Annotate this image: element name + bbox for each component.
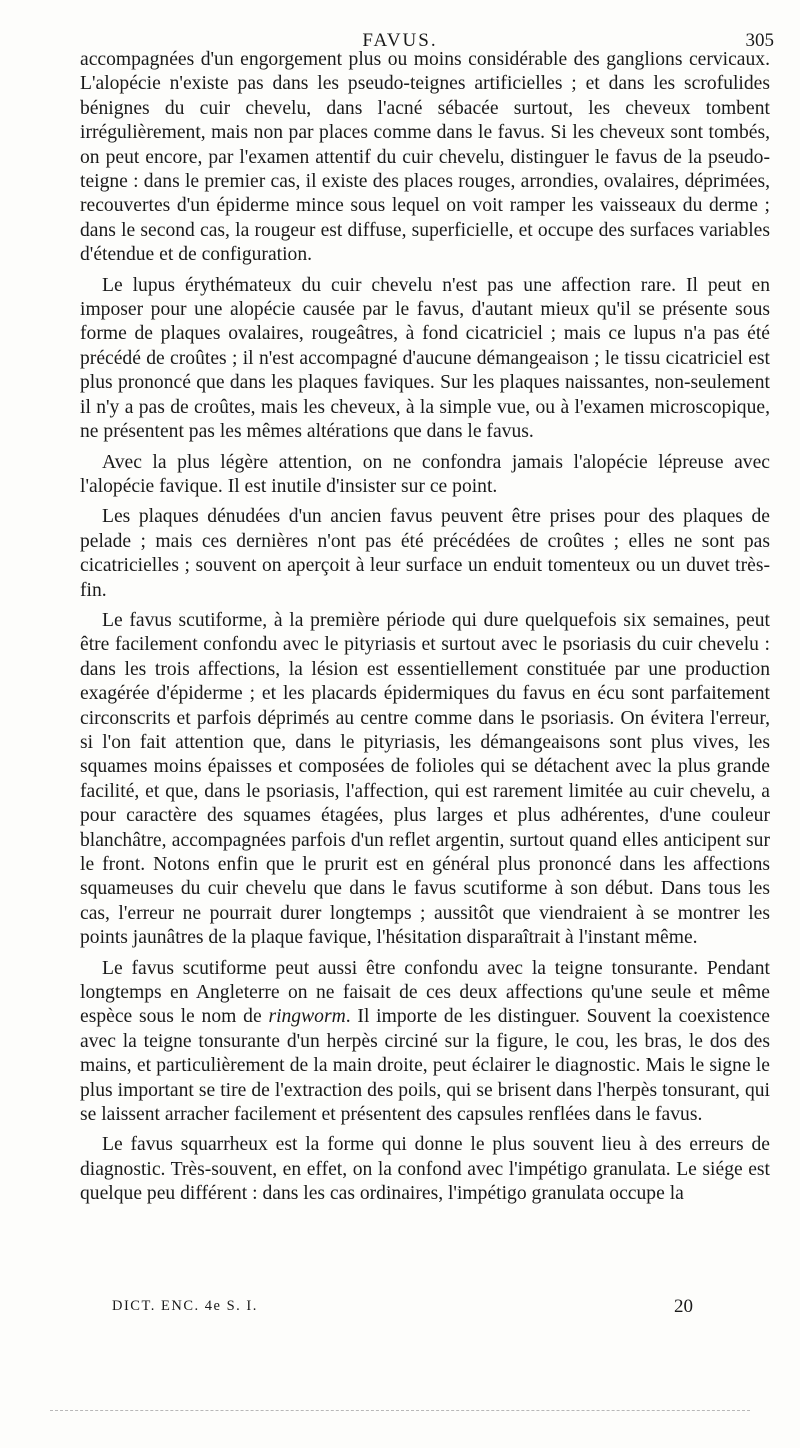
italic-term: ringworm [268, 1006, 346, 1028]
paragraph-5 [80, 609, 770, 951]
page-number: 305 [745, 30, 774, 51]
paragraph-text: Le favus squarrheux est la forme qui donne le plus souvent lieu à des erreurs de diagnostic. Très-souvent, en effet, on la confond avec l'impétigo granulata. Le siége est quelque peu différent : dans les cas ordinaires, l'impétigo granulata occupe la [80, 1134, 770, 1205]
paragraph-6 [80, 957, 770, 1128]
paragraph-text: Le lupus érythémateux du cuir chevelu n'est pas une affection rare. Il peut en imposer pour une alopécie causée par le favus, d'autant mieux qu'il se présente sous forme de plaques ovalaires, rougeâtres, à fond cicatriciel ; mais ce lupus n'a pas été précédé de croûtes ; il n'est accompagné d'aucune démangeaison ; le tissu cicatriciel est plus prononcé que dans les plaques faviques. Sur les plaques naissantes, non-seulement il n'y a pas de croûtes, mais les cheveux, à la simple vue, ou à l'examen microscopique, ne présentent pas les mêmes altérations que dans le favus. [80, 274, 770, 443]
paragraph-text: Les plaques dénudées d'un ancien favus peuvent être prises pour des plaques de pelade ; mais ces dernières n'ont pas été précédées de croûtes ; elles ne sont pas cicatricielles ; souvent on aperçoit à leur surface un enduit tomenteux ou un duvet très-fin. [80, 506, 770, 601]
paragraph-2 [80, 274, 770, 445]
paragraph-4 [80, 505, 770, 603]
bottom-rule [50, 1410, 750, 1412]
running-head: FAVUS. [362, 30, 438, 51]
paragraph-3 [80, 451, 770, 500]
paragraph-text: . Il importe de les distinguer. Souvent la coexistence avec la teigne tonsurante d'un herpès circiné sur la figure, le cou, les bras, le dos des mains, et particulièrement de la main droite, peut éclairer le diagnostic. Mais le signe le plus important se tire de l'extraction des poils, qui se brisent dans l'herpès tonsurant, qui se laissent arracher facilement et présentent des capsules renflées dans le favus. [80, 1006, 770, 1126]
body-text [80, 48, 770, 1207]
paragraph-1 [80, 48, 770, 268]
paragraph-text: accompagnées d'un engorgement plus ou moins considérable des ganglions cervicaux. L'alopécie n'existe pas dans les pseudo-teignes artificielles ; et dans les scrofulides bénignes du cuir chevelu, dans l'acné sébacée surtout, les cheveux tombent irrégulièrement, mais non par places comme dans le favus. Si les cheveux sont tombés, on peut encore, par l'examen attentif du cuir chevelu, distinguer le favus de la pseudo-teigne : dans le premier cas, il existe des places rouges, arrondies, ovalaires, déprimées, recouvertes d'un épiderme mince sous lequel on voit ramper les vaisseaux du derme ; dans le second cas, la rougeur est diffuse, superficielle, et occupe des surfaces variables d'étendue et de configuration. [80, 49, 770, 266]
paragraph-text: Avec la plus légère attention, on ne confondra jamais l'alopécie lépreuse avec l'alopécie favique. Il est inutile d'insister sur ce point. [80, 451, 770, 497]
page-footer [0, 1298, 800, 1328]
signature-number: 20 [674, 1296, 693, 1317]
paragraph-text: Le favus scutiforme peut aussi être confondu avec la teigne tonsurante. Pendant longtemps en Angleterre on ne faisait de ces deux affections qu'une seule et même espèce sous le nom de [80, 957, 770, 1028]
paragraph-text: Le favus scutiforme, à la première période qui dure quelquefois six semaines, peut être facilement confondu avec le pityriasis et surtout avec le psoriasis du cuir chevelu : dans les trois affections, la lésion est essentiellement constituée par une production exagérée d'épiderme ; et les placards épidermiques du favus en écu sont parfaitement circonscrits et parfois déprimés au centre comme dans le psoriasis. On évitera l'erreur, si l'on fait attention que, dans le pityriasis, les démangeaisons sont plus vives, les squames moins épaisses et composées de folioles qui se détachent avec la plus grande facilité, et que, dans le psoriasis, l'affection, qui est rarement limitée au cuir chevelu, a pour caractère des squames étagées, plus larges et plus adhérentes, d'une couleur blanchâtre, accompagnées parfois d'un reflet argentin, surtout quand elles anticipent sur le front. Notons enfin que le prurit est en général plus prononcé dans les affections squameuses du cuir chevelu que dans le favus scutiforme à son début. Dans tous les cas, l'erreur ne pourrait durer longtemps ; aussitôt que viendraient à se montrer les points jaunâtres de la plaque favique, l'hésitation disparaîtrait à l'instant même. [80, 609, 770, 949]
printer-signature: DICT. ENC. 4e S. I. [112, 1298, 258, 1314]
paragraph-7 [80, 1133, 770, 1206]
